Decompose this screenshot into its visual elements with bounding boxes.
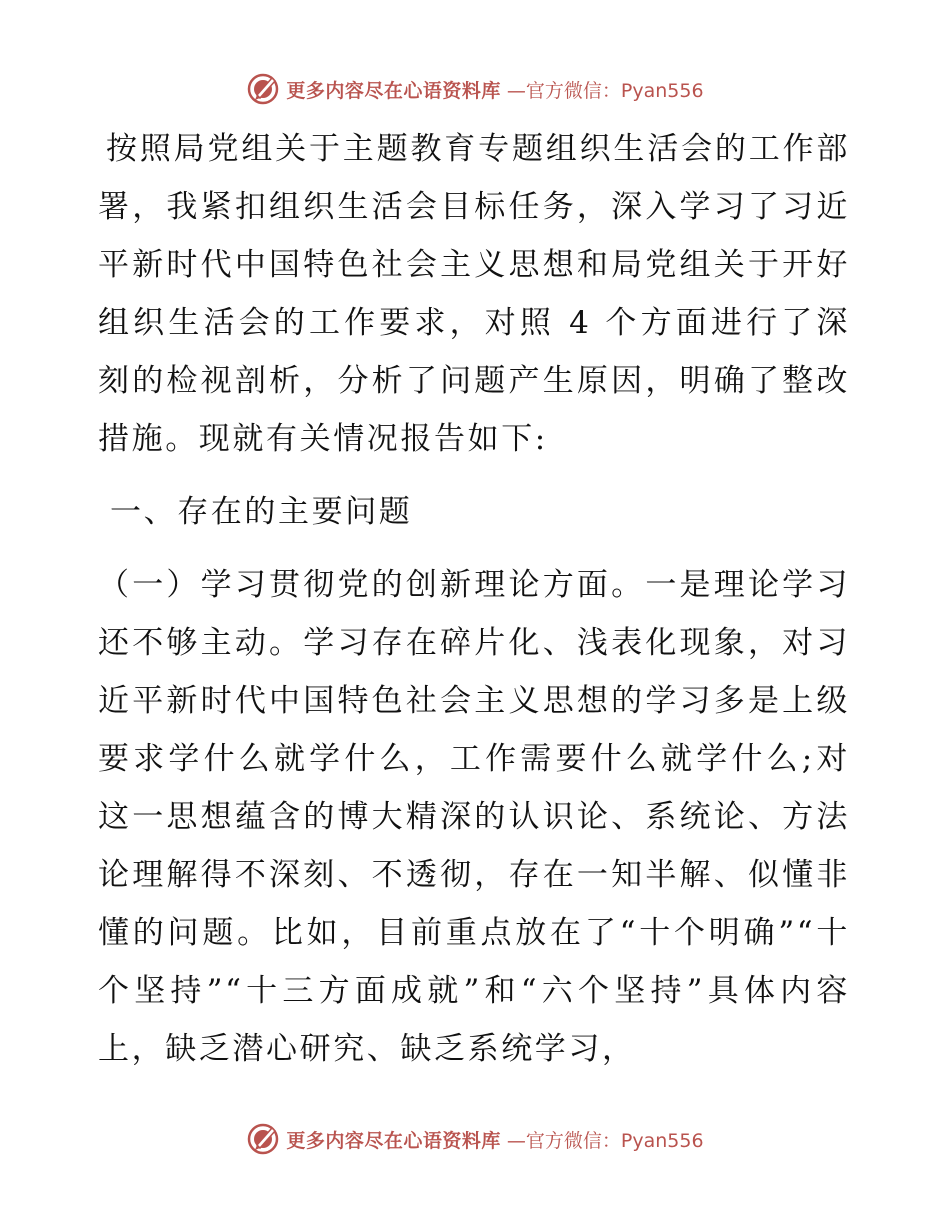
watermark-contact: —官方微信：Pyan556 xyxy=(506,1129,704,1152)
section-heading: 一、存在的主要问题 xyxy=(110,494,413,530)
document-body xyxy=(98,120,850,1078)
pen-logo-icon xyxy=(246,72,280,106)
watermark-text: 更多内容尽在心语资料库 xyxy=(286,1129,501,1152)
watermark-text: 更多内容尽在心语资料库 xyxy=(286,79,501,102)
watermark-contact: —官方微信：Pyan556 xyxy=(506,79,704,102)
pen-logo-icon xyxy=(246,1122,280,1156)
section-paragraph: （一）学习贯彻党的创新理论方面。一是理论学习还不够主动。学习存在碎片化、浅表化现象，对习近平新时代中国特色社会主义思想的学习多是上级要求学什么就学什么，工作需要什么就学什么;对这一思想蕴含的博大精深的认识论、系统论、方法论理解得不深刻、不透彻，存在一知半解、似懂非懂的问题。比如，目前重点放在了“十个明确”“十个坚持”“十三方面成就”和“六个坚持”具体内容上，缺乏潜心研究、缺乏系统学习， xyxy=(98,567,850,1067)
watermark-header xyxy=(0,72,950,106)
intro-paragraph: 按照局党组关于主题教育专题组织生活会的工作部署，我紧扣组织生活会目标任务，深入学习了习近平新时代中国特色社会主义思想和局党组关于开好组织生活会的工作要求，对照 4 个方面进行了深刻的检视剖析，分析了问题产生原因，明确了整改措施。现就有关情况报告如下: xyxy=(98,131,850,457)
watermark-footer xyxy=(0,1122,950,1156)
